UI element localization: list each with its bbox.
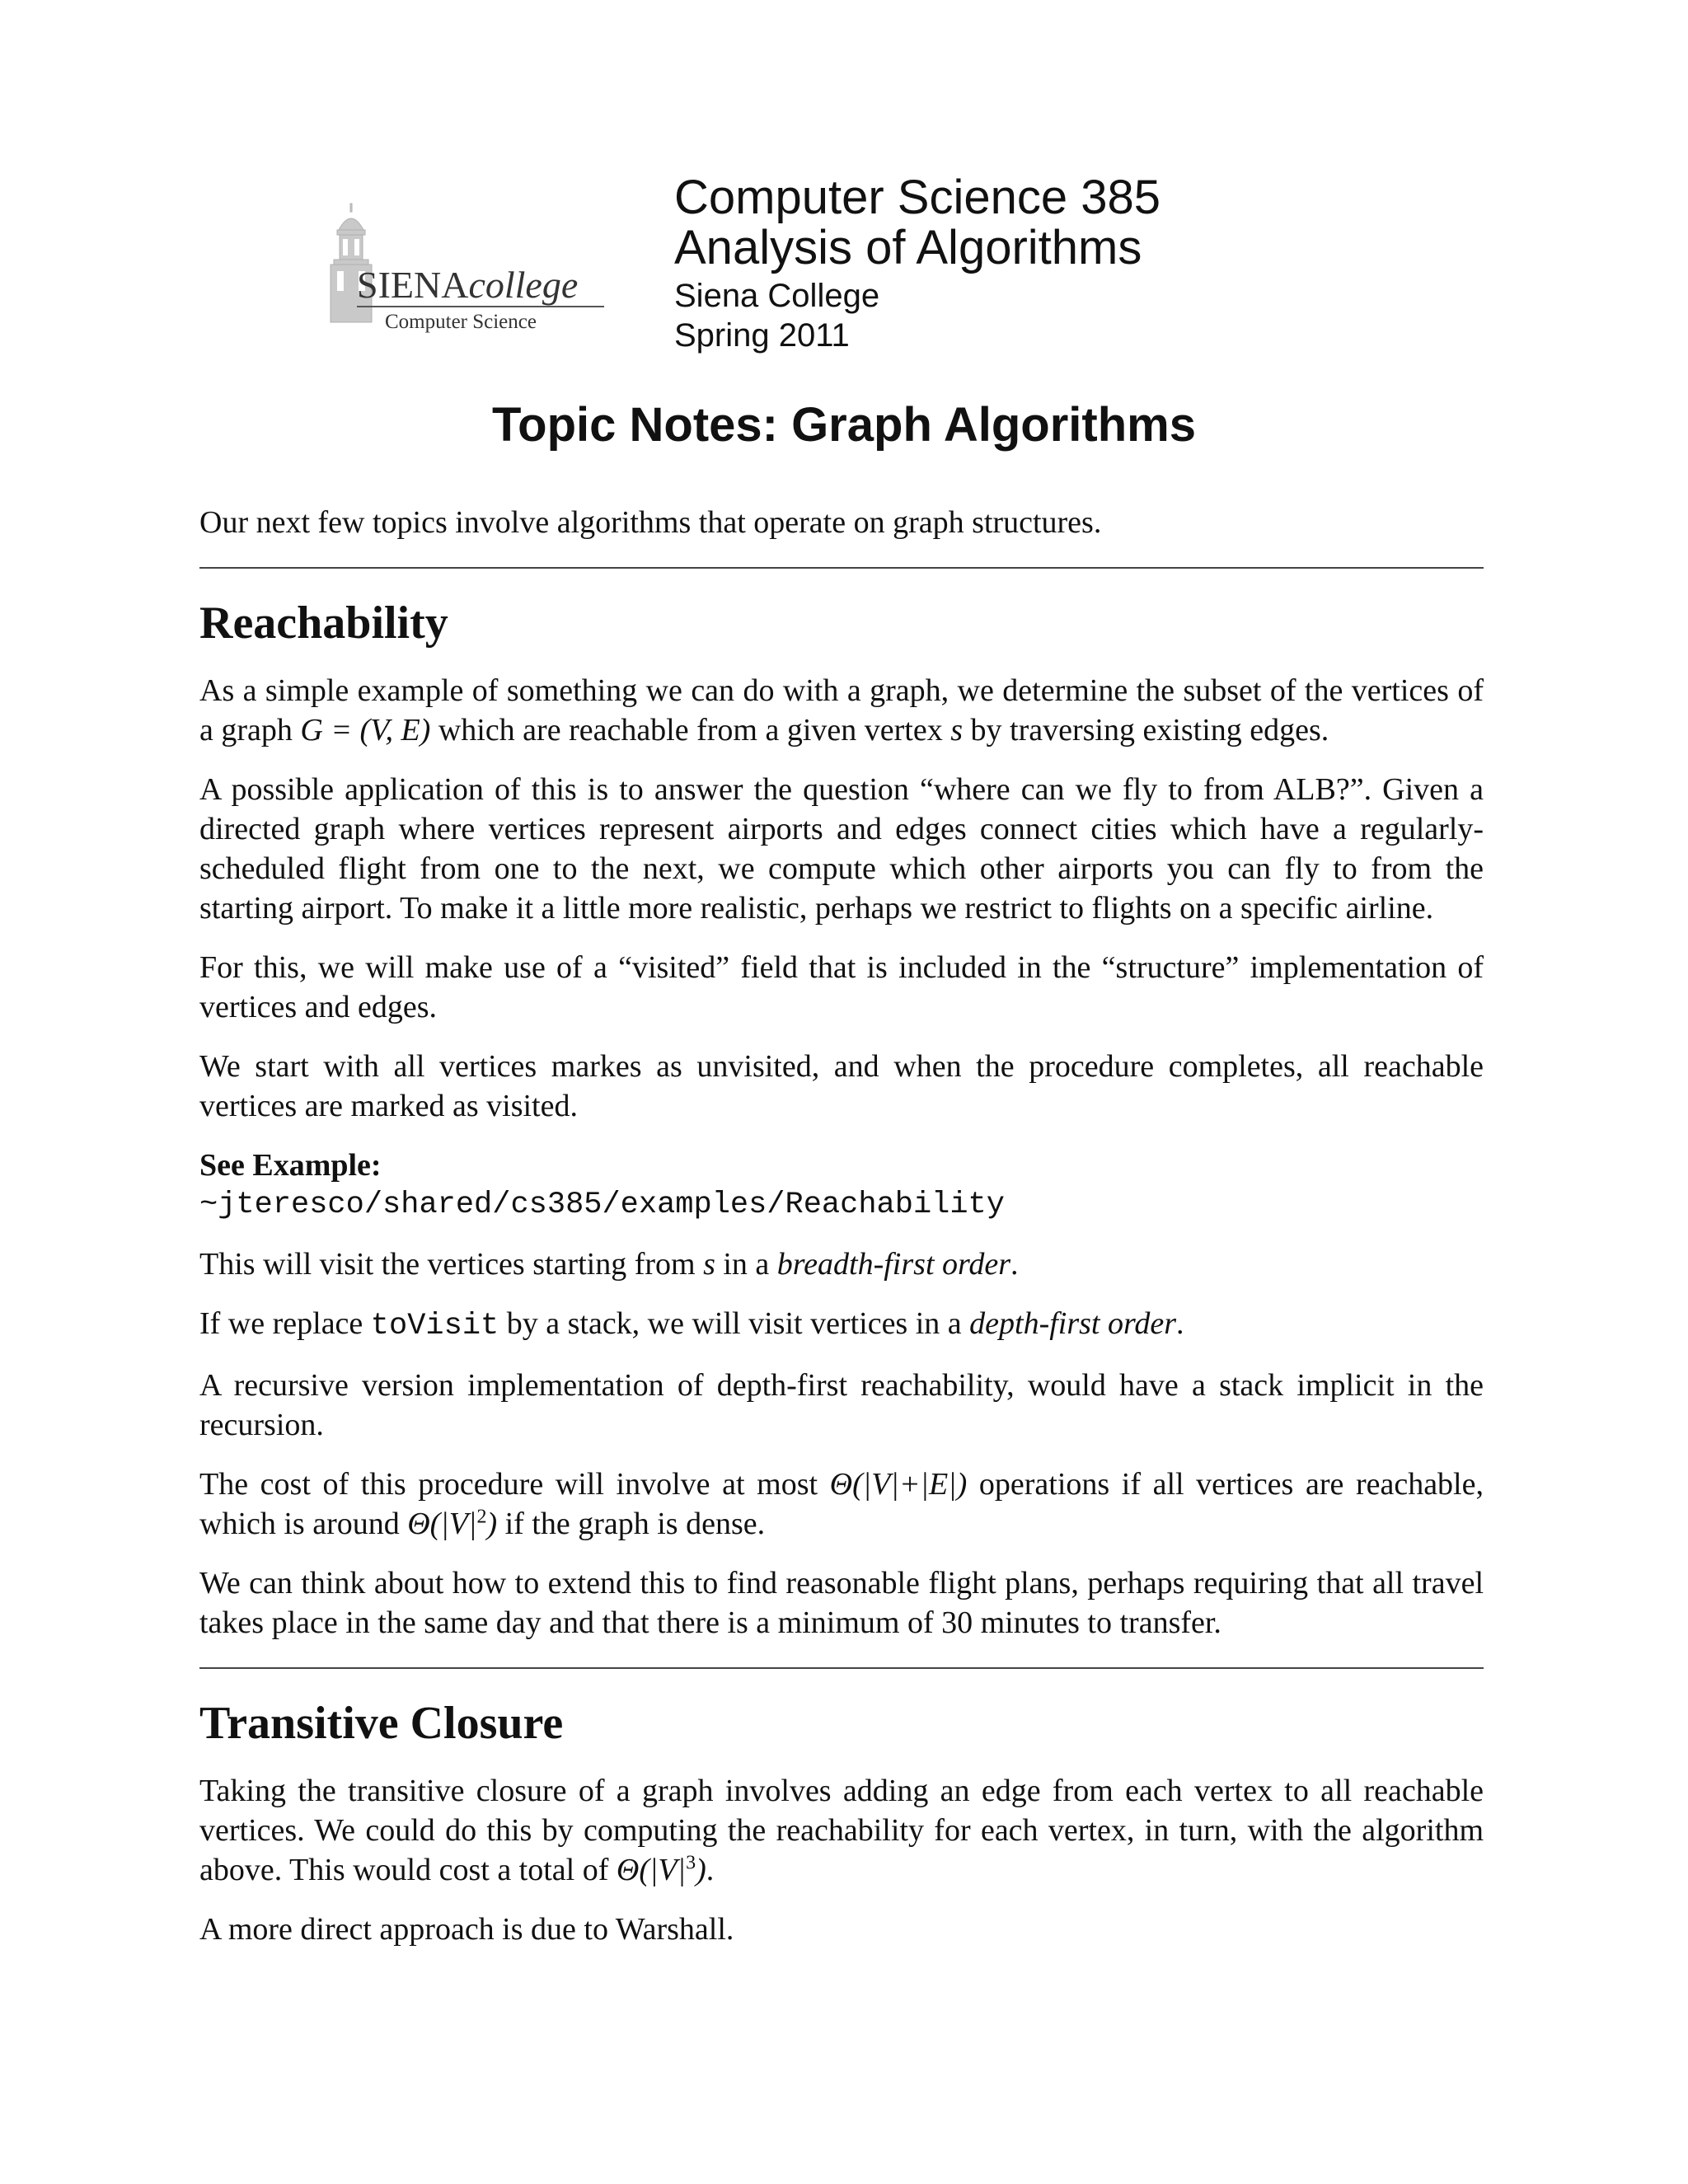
text-run: in a: [715, 1247, 777, 1282]
reachability-paragraph-8: [199, 1465, 1484, 1544]
text-run: operations if all vertices are reachable, which is around: [199, 1467, 1484, 1541]
intro-paragraph: Our next few topics involve algorithms that operate on graph structures.: [199, 505, 1102, 540]
reachability-paragraph-1: [199, 671, 1484, 750]
course-school: Siena College: [674, 277, 880, 314]
logo-name-main: SIENA: [357, 264, 469, 306]
math-vertex: s: [703, 1247, 715, 1282]
document-title: Topic Notes: Graph Algorithms: [492, 398, 1196, 452]
math-paren: ): [486, 1507, 498, 1541]
text-run: by a stack, we will visit vertices in a: [499, 1306, 970, 1341]
math-exponent: 2: [476, 1506, 487, 1528]
math-paren: ): [696, 1853, 706, 1887]
logo-rule: [357, 306, 604, 307]
reachability-paragraph-3: For this, we will make use of a “visited” field that is included in the “structure” implementation of vertices and edges.: [199, 950, 1484, 1024]
text-run: The cost of this procedure will involve at most: [199, 1467, 830, 1502]
logo-dept: Computer Science: [385, 311, 537, 333]
reachability-paragraph-2: A possible application of this is to answer the question “where can we fly to from ALB?”. Given a directed graph where vertices represent airports and edges connect cities which have a regularly-scheduled flight from one to the next, we compute which other airports you can fly to from the starting airport. To make it a little more realistic, perhaps we restrict to flights on a specific airline.: [199, 772, 1484, 926]
inline-code: toVisit: [370, 1309, 499, 1343]
emphasis: breadth-first order: [776, 1247, 1011, 1282]
reachability-paragraph-4: We start with all vertices markes as unvisited, and when the procedure completes, all reachable vertices are marked as visited.: [199, 1049, 1484, 1123]
text-run: if the graph is dense.: [497, 1507, 766, 1541]
course-subtitle: Analysis of Algorithms: [674, 220, 1142, 274]
reachability-paragraph-6: [199, 1304, 1484, 1346]
reachability-paragraph-5: [199, 1244, 1484, 1284]
text-run: by traversing existing edges.: [963, 713, 1329, 748]
math-exponent: 3: [686, 1852, 696, 1874]
text-run: which are reachable from a given vertex: [430, 713, 951, 748]
logo-name-italic: college: [468, 264, 579, 306]
section-divider: [199, 567, 1484, 569]
text-run: .: [1010, 1247, 1019, 1282]
course-title: Computer Science 385: [674, 171, 1160, 224]
text-run: .: [1176, 1306, 1184, 1341]
course-term: Spring 2011: [674, 316, 850, 354]
text-run: If we replace: [199, 1306, 371, 1341]
emphasis: depth-first order: [969, 1306, 1177, 1341]
closure-paragraph-1: [199, 1771, 1484, 1890]
text-run: As a simple example of something we can do with a graph, we determine the subset of the vertices of a graph: [199, 673, 1484, 748]
section-divider: [199, 1667, 1484, 1669]
math-cost-cubic: Θ(|V|: [616, 1853, 687, 1887]
text-run: .: [706, 1853, 715, 1887]
closure-paragraph-2: A more direct approach is due to Warshall.: [199, 1912, 734, 1947]
document-body: [199, 503, 1484, 1969]
text-run: This will visit the vertices starting from: [199, 1247, 704, 1282]
example-label: See Example:: [199, 1148, 382, 1183]
math-vertex: s: [950, 713, 964, 748]
course-header: [674, 173, 1160, 353]
math-cost-dense: Θ(|V|: [407, 1507, 477, 1541]
math-graph: G = (V, E): [300, 713, 431, 748]
logo-wordmark: [357, 263, 578, 307]
math-cost: Θ(|V|+|E|): [829, 1467, 968, 1502]
example-path: ~jteresco/shared/cs385/examples/Reachability: [199, 1188, 1005, 1222]
reachability-paragraph-7: A recursive version implementation of depth-first reachability, would have a stack implicit in the recursion.: [199, 1368, 1484, 1442]
section-heading-reachability: Reachability: [199, 598, 448, 649]
text-run: Taking the transitive closure of a graph involves adding an edge from each vertex to all reachable vertices. We could do this by computing the reachability for each vertex, in turn, with the algorithm above. This would cost a total of: [199, 1774, 1484, 1887]
section-heading-transitive-closure: Transitive Closure: [199, 1698, 564, 1749]
siena-college-logo: [326, 202, 610, 342]
reachability-paragraph-9: We can think about how to extend this to find reasonable flight plans, perhaps requiring that all travel takes place in the same day and that there is a minimum of 30 minutes to transfer.: [199, 1566, 1484, 1640]
example-reference: [199, 1146, 1484, 1225]
